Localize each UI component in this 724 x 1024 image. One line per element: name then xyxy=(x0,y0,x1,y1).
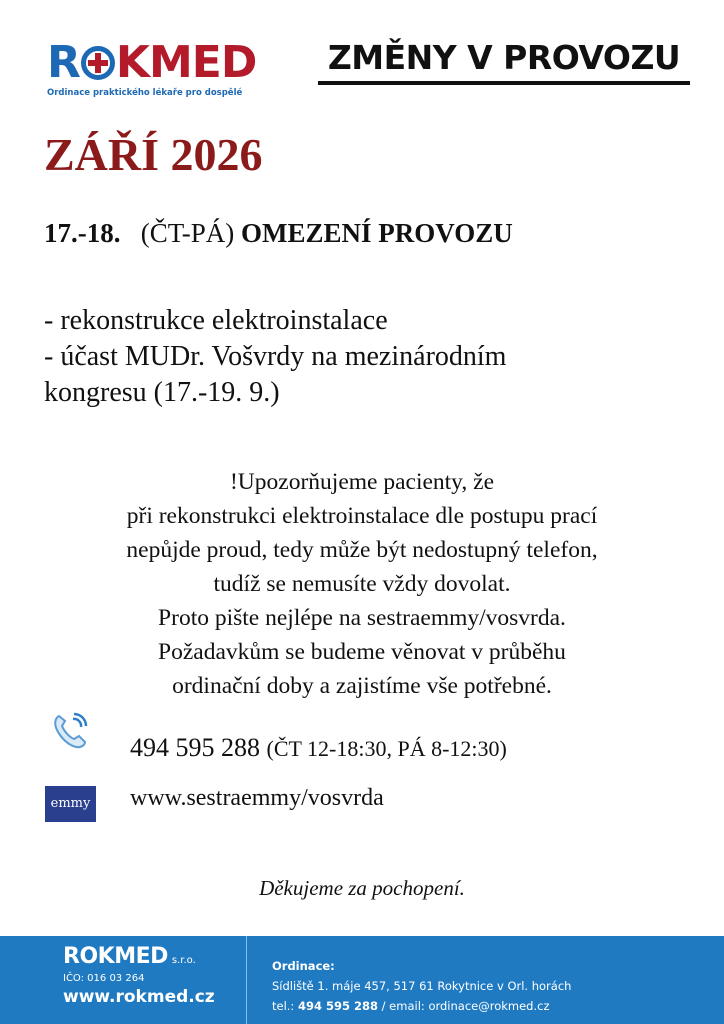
date-weekdays: (ČT-PÁ) xyxy=(140,218,235,248)
footer-logo xyxy=(63,944,233,969)
thanks-text: Děkujeme za pochopení. xyxy=(259,876,465,900)
reason-line: kongresu (17.-19. 9.) xyxy=(44,377,280,408)
footer-email-label: / email: xyxy=(381,999,425,1013)
footer-address-block xyxy=(272,956,571,1016)
phone-hours: (ČT 12-18:30, PÁ 8-12:30) xyxy=(266,736,507,761)
notice-line: tudíž se nemusíte vždy dovolat. xyxy=(213,571,511,597)
logo-letters-kmed: KMED xyxy=(115,37,257,88)
notice-line: při rekonstrukci elektroinstalace dle postupu prací xyxy=(126,503,598,529)
footer-sro: s.r.o. xyxy=(171,955,196,966)
notice-line: !Upozorňujeme pacienty, že xyxy=(229,469,495,495)
notice-line: ordinační doby a zajistíme vše potřebné. xyxy=(172,673,552,699)
notice-line: Požadavkům se budeme věnovat v průběhu xyxy=(158,639,566,665)
footer-logo-word: ROKMED xyxy=(63,944,168,969)
emmy-link[interactable]: www.sestraemmy/vosvrda xyxy=(130,785,384,811)
phone-line xyxy=(130,733,507,763)
date-status: OMEZENÍ PROVOZU xyxy=(241,218,513,248)
reasons-list xyxy=(44,303,684,411)
page-headline: ZMĚNY V PROVOZU xyxy=(318,38,690,85)
notice-paragraph xyxy=(20,465,704,703)
footer-divider xyxy=(246,936,247,1024)
notice-line: Proto pište nejlépe na sestraemmy/vosvrda. xyxy=(158,605,566,631)
footer-ordinace-label: Ordinace: xyxy=(272,959,335,973)
footer-web-link[interactable]: www.rokmed.cz xyxy=(63,987,215,1007)
logo-tagline: Ordinace praktického lékaře pro dospělé xyxy=(47,88,243,98)
logo-wordmark xyxy=(47,37,257,88)
logo-letter-r: R xyxy=(47,37,80,88)
footer-address: Sídliště 1. máje 457, 517 61 Rokytnice v Orl. horách xyxy=(272,979,572,993)
footer-email[interactable]: ordinace@rokmed.cz xyxy=(428,999,550,1013)
month-title: ZÁŘÍ 2026 xyxy=(44,129,263,180)
logo-cross-icon xyxy=(81,46,115,80)
reason-line: - účast MUDr. Vošvrdy na mezinárodním xyxy=(44,341,507,372)
notice-line: nepůjde proud, tedy může být nedostupný telefon, xyxy=(126,537,598,563)
date-range-line xyxy=(44,218,513,249)
emmy-icon: emmy xyxy=(45,786,96,822)
footer-ico: IČO: 016 03 264 xyxy=(63,973,145,984)
footer-bar xyxy=(0,936,724,1024)
phone-number[interactable]: 494 595 288 xyxy=(130,733,260,762)
footer-phone[interactable]: 494 595 288 xyxy=(297,999,378,1013)
footer-tel-label: tel.: xyxy=(272,999,295,1013)
rokmed-logo xyxy=(47,37,257,110)
footer-company xyxy=(63,944,233,1007)
reason-line: - rekonstrukce elektroinstalace xyxy=(44,305,388,336)
phone-icon xyxy=(50,710,90,750)
footer-contact-line xyxy=(272,996,571,1016)
date-days: 17.-18. xyxy=(44,218,121,248)
